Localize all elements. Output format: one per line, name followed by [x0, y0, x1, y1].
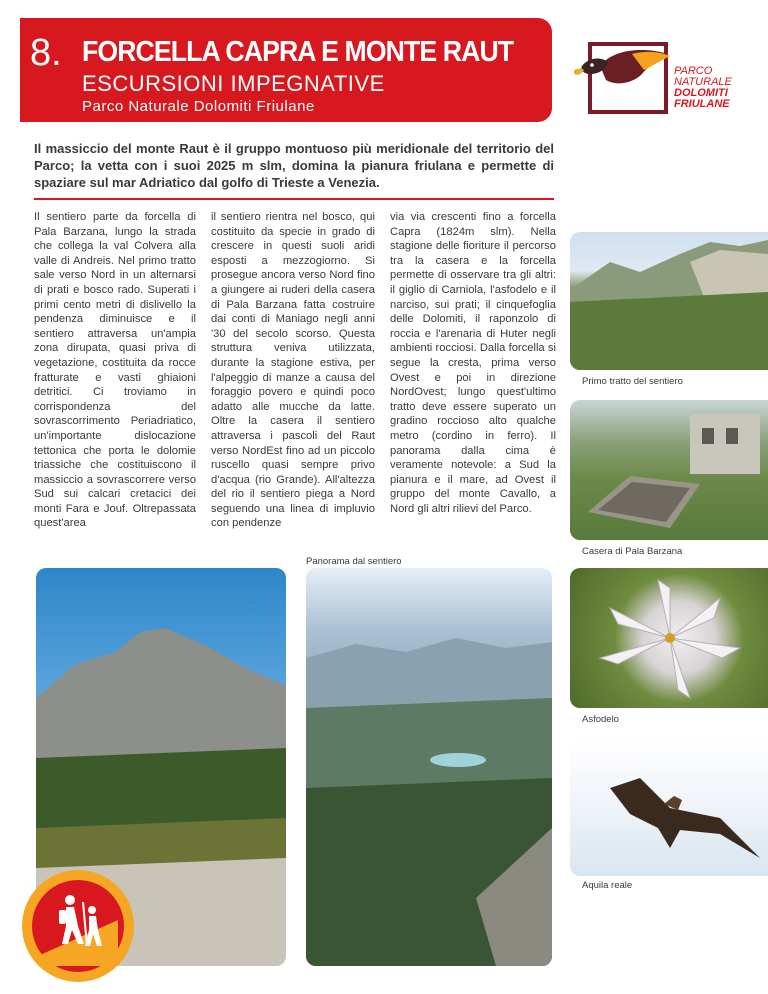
- text-column-1: Il sentiero parte da forcella di Pala Barzana, lungo la strada che collega la val Colvera alla valle di Andreis. Nel primo tratto sale verso Nord in un alternarsi di prati e bosco rado. Superati i primi cento metri di dislivello la pendenza diminuisce e il sentiero attraversa un'ampia zona dirupata, quasi priva di vegetazione, costituita da rocce fratturate e vasti ghiaioni detritici. Ci troviamo in corrispondenza del sovrascorrimento Periadriatico, un'importante dislocazione tettonica che porta le dolomie triassiche che costituiscono il massiccio a sovrascorrere verso Sud sui calcari cretacici dei monti Fara e Jouf. Oltrepassata quest'area: [34, 211, 196, 530]
- text-column-2: il sentiero rientra nel bosco, qui costituito da specie in grado di crescere in questi suoli aridi esposti a mezzogiorno. Si prosegue ancora verso Nord fino a giungere ai ruderi della casera di Pala Barzana fatta costruire dai conti di Maniago negli anni '30 del secolo scorso. Questa struttura veniva utilizzata, durante la stagione estiva, per l'alpeggio di manze a causa del foraggio povero e quindi poco adatto alle mucche da latte. Oltre la casera il sentiero attraversa i pascoli del Raut verso NordEst fino ad un piccolo ruscello quasi sempre privo d'acqua (rio Grande). All'altezza del rio il sentiero piega a Nord seguendo una linea di impluvio con pendenze: [211, 211, 375, 530]
- photo-aquila-reale: [570, 738, 768, 876]
- park-name: Parco Naturale Dolomiti Friulane: [82, 98, 315, 115]
- page-title: FORCELLA CAPRA E MONTE RAUT: [82, 36, 514, 68]
- photo-casera: [570, 400, 768, 540]
- photo-asfodelo: [570, 568, 768, 708]
- logo-text: PARCO NATURALE DOLOMITI FRIULANE: [674, 65, 732, 110]
- photo-primo-tratto: [570, 232, 768, 370]
- divider: [34, 198, 554, 200]
- photo-panorama: [306, 568, 552, 966]
- caption-asfodelo: Asfodelo: [582, 714, 619, 725]
- intro-paragraph: Il massiccio del monte Raut è il gruppo montuoso più meridionale del territorio del Parco; la vetta con i suoi 2025 m slm, domina la pianura friulana e permette di spaziare sul mar Adriatico dal golfo di Trieste a Venezia.: [34, 141, 554, 190]
- page-subtitle: ESCURSIONI IMPEGNATIVE: [82, 71, 385, 96]
- caption-casera: Casera di Pala Barzana: [582, 546, 683, 557]
- eagle-icon: [572, 44, 672, 100]
- caption-aquila: Aquila reale: [582, 880, 633, 891]
- text-column-3: via via crescenti fino a forcella Capra (1824m slm). Nella stagione delle fioriture il percorso tra la casera e la forcella permette di osservare tra gli altri: il giglio di Carniola, l'asfodelo e il narciso, sui prati; il cinquefoglia delle Dolomiti, il raponzolo di roccia e l'arenaria di Huter negli ambienti rocciosi. Dalla forcella si segue la cresta, prima verso Ovest e poi in direzione NordOvest; lungo quest'ultimo tratto deve essere superato un gradino roccioso alto qualche metro (cordino in ferro). Il panorama dalla cima è veramente notevole: a Sud la pianura e il mare, ad Ovest il gruppo del monte Cavallo, a Nord gli altri rilievi del Parco.: [390, 211, 556, 515]
- header-banner: [20, 18, 552, 122]
- hikers-icon: [32, 880, 124, 972]
- park-logo: [572, 38, 752, 118]
- route-number: 8.: [30, 32, 62, 74]
- difficulty-badge: [22, 870, 134, 982]
- caption-primo: Primo tratto del sentiero: [582, 376, 683, 387]
- caption-panorama: Panorama dal sentiero: [306, 556, 402, 567]
